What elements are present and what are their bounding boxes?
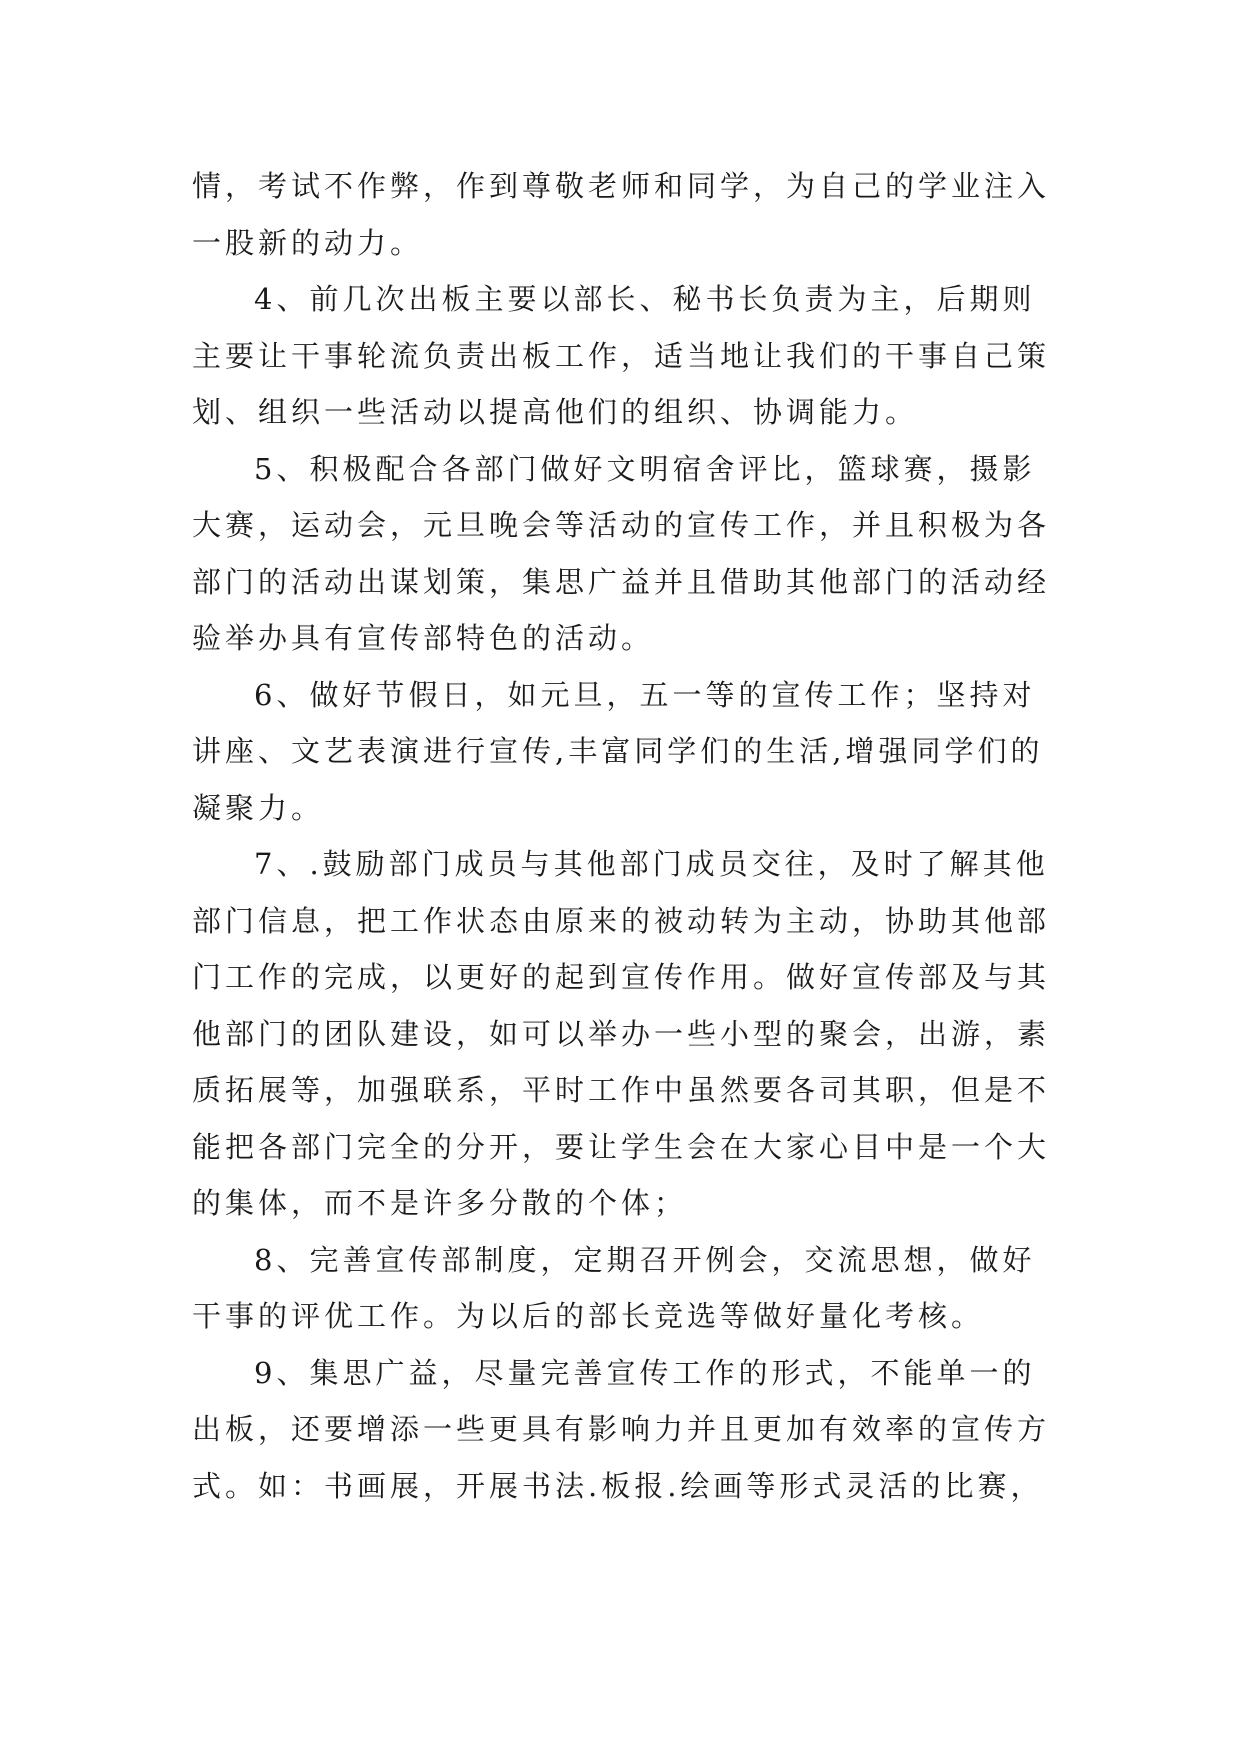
text-line: 4、前几次出板主要以部长、秘书长负责为主，后期则 xyxy=(254,282,1036,316)
text-line: 干事的评优工作。为以后的部长竞选等做好量化考核。 xyxy=(192,1299,985,1333)
text-line: 的集体，而不是许多分散的个体； xyxy=(192,1186,688,1220)
text-line: 部门信息，把工作状态由原来的被动转为主动，协助其他部 xyxy=(192,903,1051,938)
text-line: 一股新的动力。 xyxy=(192,225,424,260)
text-line: 验举办具有宣传部特色的活动。 xyxy=(192,621,655,655)
paragraph-item-9 xyxy=(192,1345,1052,1515)
text-line: 质拓展等，加强联系，平时工作中虽然要各司其职，但是不 xyxy=(192,1073,1051,1107)
text-line: 大赛，运动会，元旦晚会等活动的宣传工作，并且积极为各 xyxy=(192,508,1051,542)
text-line: 讲座、文艺表演进行宣传,丰富同学们的生活,增强同学们的 xyxy=(192,734,1044,768)
paragraph-item-6 xyxy=(192,667,1052,837)
text-line: 9、集思广益，尽量完善宣传工作的形式，不能单一的 xyxy=(254,1355,1036,1390)
text-line: 部门的活动出谋划策，集思广益并且借助其他部门的活动经 xyxy=(192,564,1051,599)
text-line: 出板，还要增添一些更具有影响力并且更加有效率的宣传方 xyxy=(192,1412,1051,1446)
text-line: 凝聚力。 xyxy=(192,790,325,825)
paragraph-item-7 xyxy=(192,836,1052,1232)
text-line: 7、.鼓励部门成员与其他部门成员交往，及时了解其他 xyxy=(254,847,1049,881)
paragraph-1 xyxy=(192,158,1052,271)
paragraph-item-5 xyxy=(192,441,1052,667)
text-line: 主要让干事轮流负责出板工作，适当地让我们的干事自己策 xyxy=(192,338,1051,373)
text-line: 8、完善宣传部制度，定期召开例会，交流思想，做好 xyxy=(254,1242,1036,1277)
text-line: 式。如：书画展，开展书法.板报.绘画等形式灵活的比赛， xyxy=(192,1468,1044,1503)
text-line: 5、积极配合各部门做好文明宿舍评比，篮球赛，摄影 xyxy=(254,451,1036,486)
text-line: 他部门的团队建设，如可以举办一些小型的聚会，出游，素 xyxy=(192,1016,1051,1051)
text-line: 能把各部门完全的分开，要让学生会在大家心目中是一个大 xyxy=(192,1129,1051,1164)
paragraph-item-8 xyxy=(192,1232,1052,1345)
document-page xyxy=(192,158,1052,1514)
text-line: 划、组织一些活动以提高他们的组织、协调能力。 xyxy=(192,395,919,429)
text-line: 6、做好节假日，如元旦，五一等的宣传工作；坚持对 xyxy=(254,677,1036,712)
text-line: 情，考试不作弊，作到尊敬老师和同学，为自己的学业注入 xyxy=(192,169,1051,203)
text-line: 门工作的完成，以更好的起到宣传作用。做好宣传部及与其 xyxy=(192,960,1051,994)
paragraph-item-4 xyxy=(192,271,1052,441)
